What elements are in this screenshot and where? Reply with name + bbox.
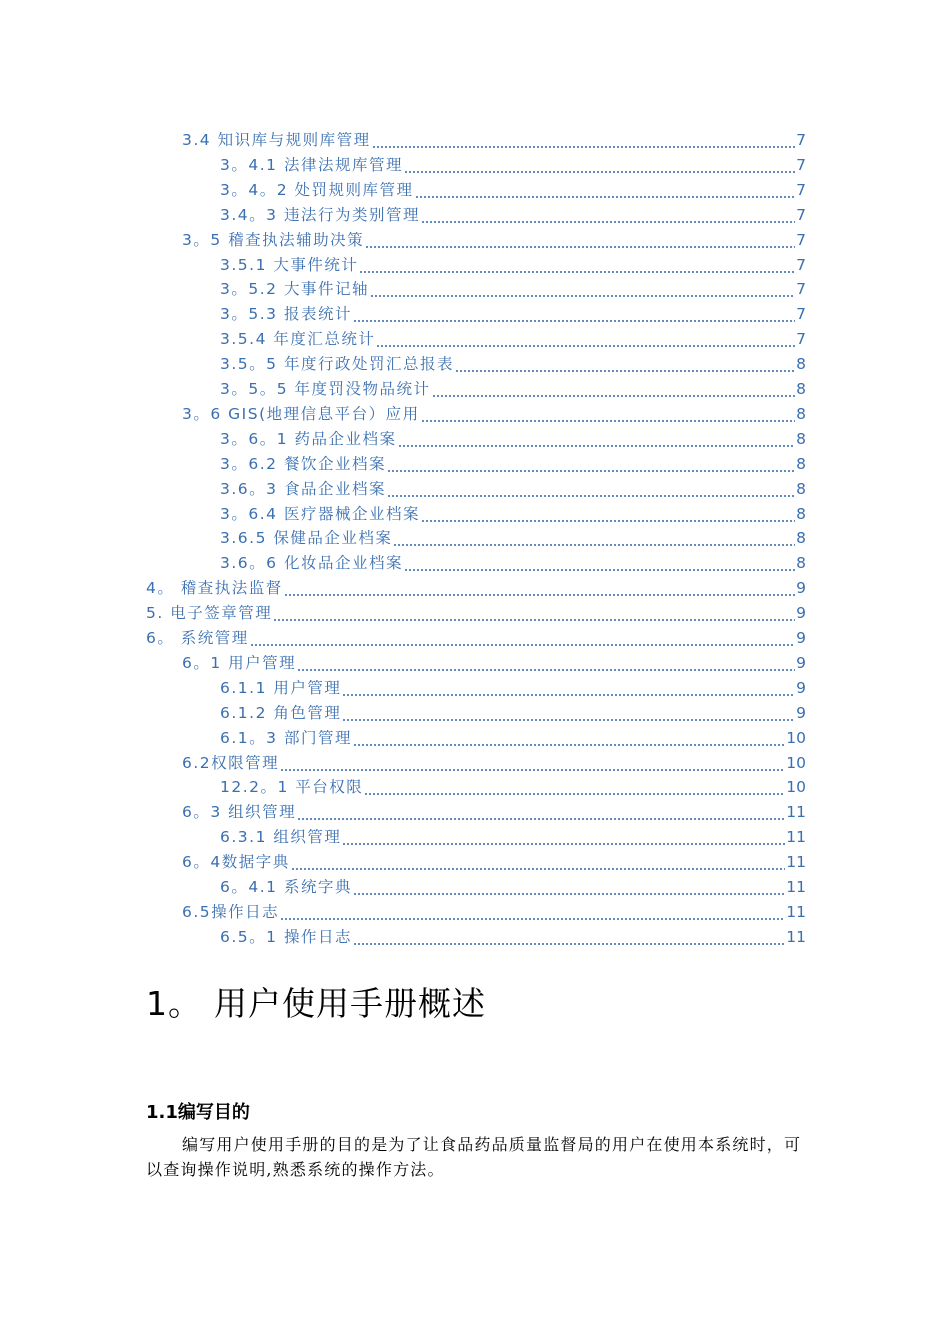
toc-entry-title: 6.5。1 操作日志 — [220, 927, 352, 946]
toc-entry[interactable] — [182, 748, 806, 773]
toc-entry-title: 6。3 组织管理 — [182, 803, 297, 822]
toc-dot-leader — [376, 329, 795, 349]
toc-entry[interactable] — [182, 847, 806, 872]
toc-entry-page: 7 — [796, 180, 806, 199]
toc-dot-leader — [359, 255, 795, 275]
toc-entry[interactable] — [220, 499, 806, 524]
toc-dot-leader — [404, 553, 795, 573]
toc-entry[interactable] — [220, 150, 806, 175]
toc-entry[interactable] — [182, 125, 806, 150]
toc-entry-title: 6.2权限管理 — [182, 753, 280, 772]
toc-entry[interactable] — [182, 648, 806, 673]
toc-entry[interactable] — [146, 623, 806, 648]
toc-entry-title: 3.5.1 大事件统计 — [220, 255, 359, 274]
toc-entry-title: 6。1 用户管理 — [182, 653, 297, 672]
toc-dot-leader — [250, 628, 795, 648]
toc-dot-leader — [353, 304, 795, 324]
toc-entry[interactable] — [220, 772, 806, 797]
section-heading — [146, 978, 486, 1025]
toc-entry[interactable] — [220, 299, 806, 324]
toc-dot-leader — [297, 653, 795, 673]
toc-entry[interactable] — [220, 872, 806, 897]
toc-dot-leader — [342, 678, 795, 698]
toc-entry-title: 4。 稽查执法监督 — [146, 579, 283, 598]
toc-dot-leader — [273, 603, 795, 623]
toc-entry-title: 3.6.5 保健品企业档案 — [220, 529, 393, 548]
toc-entry-title: 6.5操作日志 — [182, 902, 280, 921]
toc-entry-title: 3。5。5 年度罚没物品统计 — [220, 380, 431, 398]
toc-entry-page: 8 — [796, 429, 806, 448]
toc-dot-leader — [421, 205, 795, 225]
toc-dot-leader — [404, 155, 795, 175]
toc-entry[interactable] — [182, 225, 806, 250]
toc-dot-leader — [353, 728, 785, 748]
toc-dot-leader — [387, 479, 795, 499]
toc-entry-title: 3.6。6 化妆品企业档案 — [220, 554, 403, 573]
toc-entry-page: 7 — [796, 280, 806, 299]
toc-entry[interactable] — [220, 822, 806, 847]
toc-entry-title: 5. 电子签章管理 — [146, 604, 273, 623]
toc-entry[interactable] — [146, 573, 806, 598]
toc-entry[interactable] — [182, 897, 806, 922]
toc-entry-page: 11 — [786, 853, 806, 872]
toc-entry[interactable] — [220, 250, 806, 275]
toc-entry-page: 7 — [796, 330, 806, 349]
toc-dot-leader — [342, 827, 785, 847]
toc-entry-title: 6.1。3 部门管理 — [220, 728, 352, 747]
toc-entry-page: 8 — [796, 454, 806, 473]
toc-entry-title: 3。5 稽查执法辅助决策 — [182, 230, 365, 249]
toc-entry-title: 3.6。3 食品企业档案 — [220, 479, 386, 498]
toc-entry[interactable] — [182, 399, 806, 424]
toc-entry[interactable] — [182, 797, 806, 822]
toc-entry[interactable] — [220, 474, 806, 499]
toc-entry-page: 8 — [796, 355, 806, 374]
toc-entry-page: 9 — [796, 579, 806, 598]
toc-entry-page: 8 — [796, 404, 806, 423]
toc-entry-title: 3.4 知识库与规则库管理 — [182, 131, 371, 149]
toc-entry[interactable] — [220, 922, 806, 947]
toc-entry-title: 3.5。5 年度行政处罚汇总报表 — [220, 355, 454, 374]
toc-entry-page: 11 — [786, 828, 806, 847]
toc-entry-page: 7 — [796, 155, 806, 174]
toc-dot-leader — [421, 404, 796, 424]
toc-entry-page: 10 — [786, 728, 806, 747]
toc-entry[interactable] — [220, 523, 806, 548]
toc-entry-title: 3。6。1 药品企业档案 — [220, 429, 397, 448]
subsection-heading: 1.1编写目的 — [146, 1102, 250, 1123]
toc-entry-page: 9 — [796, 653, 806, 672]
toc-entry-title: 3。5.2 大事件记轴 — [220, 280, 369, 299]
toc-dot-leader — [387, 454, 795, 474]
toc-entry-title: 3。4。2 处罚规则库管理 — [220, 180, 414, 199]
toc-entry-page: 11 — [786, 878, 806, 896]
toc-entry-page: 11 — [786, 927, 806, 946]
toc-entry-title: 6。4.1 系统字典 — [220, 878, 352, 896]
toc-entry[interactable] — [220, 548, 806, 573]
toc-entry-title: 6.3.1 组织管理 — [220, 828, 342, 847]
toc-dot-leader — [421, 504, 795, 524]
toc-entry[interactable] — [220, 324, 806, 349]
toc-entry[interactable] — [220, 349, 806, 374]
toc-dot-leader — [284, 578, 795, 598]
toc-entry-title: 12.2。1 平台权限 — [220, 778, 364, 797]
toc-entry-page: 8 — [796, 380, 806, 398]
toc-dot-leader — [365, 230, 795, 250]
toc-entry-page: 7 — [796, 305, 806, 324]
toc-entry-page: 8 — [796, 504, 806, 523]
toc-dot-leader — [455, 354, 795, 374]
toc-dot-leader — [432, 379, 796, 399]
toc-entry-page: 7 — [796, 230, 806, 249]
toc-entry[interactable] — [220, 274, 806, 299]
toc-entry-page: 10 — [786, 778, 806, 797]
toc-entry-page: 9 — [796, 678, 806, 697]
toc-entry[interactable] — [220, 200, 806, 225]
toc-entry[interactable] — [220, 449, 806, 474]
toc-dot-leader — [280, 902, 785, 922]
toc-entry-page: 7 — [796, 131, 806, 149]
toc-entry-page: 11 — [786, 902, 806, 921]
toc-entry-page: 8 — [796, 554, 806, 573]
toc-dot-leader — [297, 802, 785, 822]
toc-entry-title: 6。 系统管理 — [146, 629, 249, 647]
toc-entry[interactable] — [220, 723, 806, 748]
toc-entry-title: 3.4。3 违法行为类别管理 — [220, 205, 420, 224]
toc-dot-leader — [291, 852, 786, 872]
toc-dot-leader — [398, 429, 796, 449]
toc-entry-title: 3。6.4 医疗器械企业档案 — [220, 504, 420, 523]
toc-entry[interactable] — [220, 424, 806, 449]
toc-entry-page: 8 — [796, 529, 806, 548]
toc-entry[interactable] — [146, 598, 806, 623]
toc-entry-title: 6。4数据字典 — [182, 853, 290, 872]
toc-dot-leader — [280, 753, 785, 773]
toc-dot-leader — [342, 703, 795, 723]
toc-entry-page: 9 — [796, 604, 806, 623]
toc-dot-leader — [393, 528, 795, 548]
toc-entry-page: 7 — [796, 205, 806, 224]
toc-entry[interactable] — [220, 673, 806, 698]
toc-entry-page: 11 — [786, 803, 806, 822]
toc-entry-page: 10 — [786, 753, 806, 772]
toc-entry-page: 8 — [796, 479, 806, 498]
toc-dot-leader — [353, 927, 785, 947]
toc-entry-title: 3。5.3 报表统计 — [220, 305, 352, 324]
toc-entry[interactable] — [220, 698, 806, 723]
toc-dot-leader — [364, 777, 785, 797]
body-paragraph: 编写用户使用手册的目的是为了让食品药品质量监督局的用户在使用本系统时，可以查询操作说明,熟悉系统的操作方法。 — [146, 1135, 802, 1179]
toc-entry-title: 3。6.2 餐饮企业档案 — [220, 454, 386, 473]
toc-dot-leader — [372, 130, 796, 150]
toc-entry-page: 9 — [796, 703, 806, 722]
section-title: 用户使用手册概述 — [214, 984, 486, 1023]
toc-entry-title: 6.1.1 用户管理 — [220, 678, 342, 697]
toc-entry-title: 6.1.2 角色管理 — [220, 703, 342, 722]
toc-entry-title: 3。6 GIS(地理信息平台）应用 — [182, 404, 420, 423]
toc-entry-page: 7 — [796, 255, 806, 274]
toc-entry[interactable] — [220, 175, 806, 200]
toc-entry[interactable] — [220, 374, 806, 399]
toc-entry-title: 3.5.4 年度汇总统计 — [220, 330, 376, 349]
toc-entry-title: 3。4.1 法律法规库管理 — [220, 155, 403, 174]
toc-dot-leader — [370, 279, 795, 299]
toc-dot-leader — [353, 877, 785, 897]
toc-entry-page: 9 — [796, 629, 806, 647]
section-number: 1。 — [146, 984, 202, 1023]
toc-dot-leader — [415, 180, 796, 200]
